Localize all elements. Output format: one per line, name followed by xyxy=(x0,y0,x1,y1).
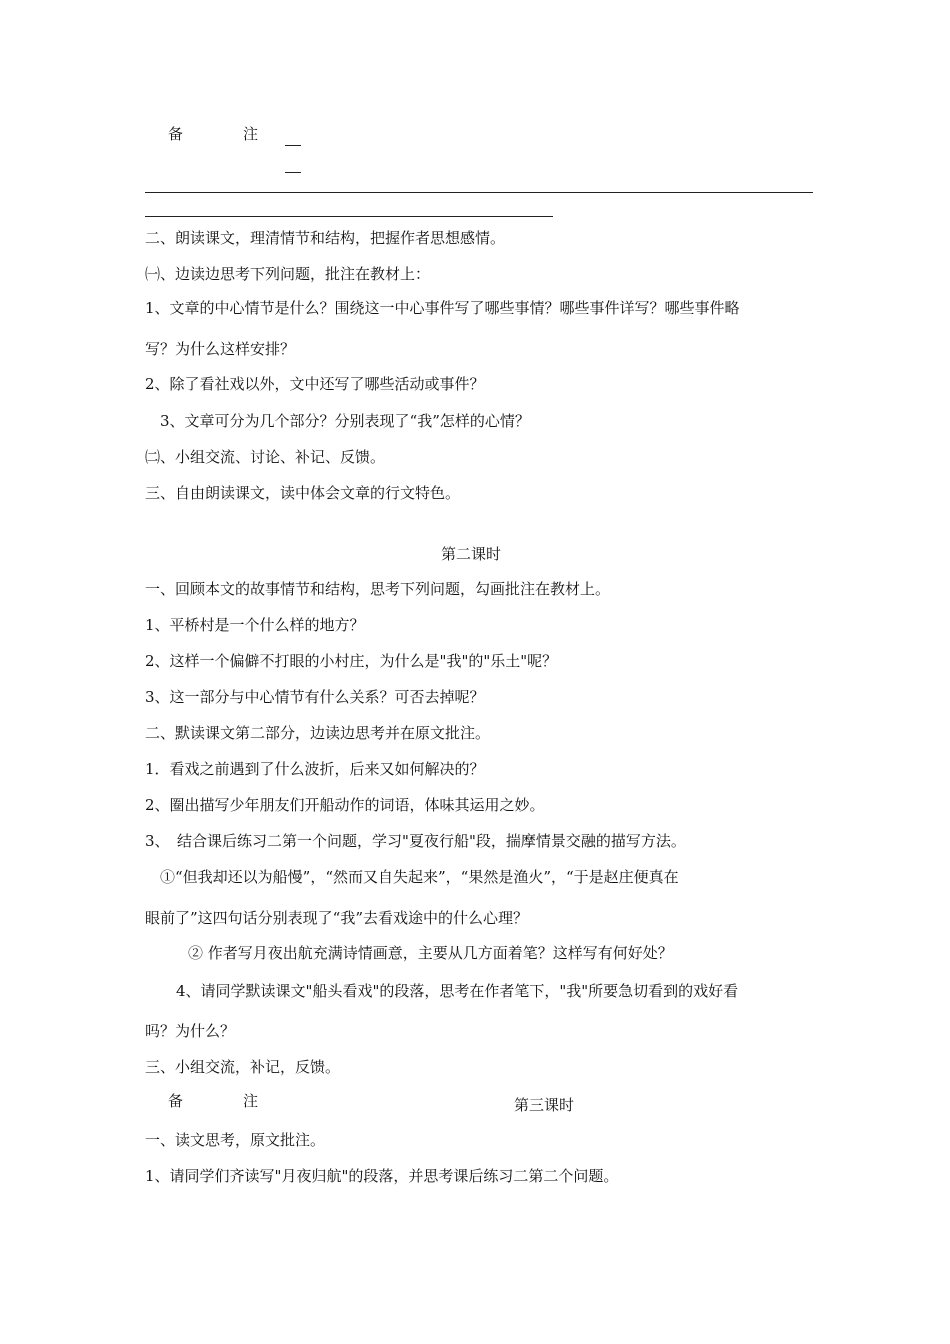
subsection-heading: ㈠、边读边思考下列问题，批注在教材上： xyxy=(145,265,431,283)
question-text: ② 作者写月夜出航充满诗情画意，主要从几方面着笔？这样写有何好处？ xyxy=(188,944,673,962)
question-text: 2、这样一个偏僻不打眼的小村庄，为什么是"我"的"乐土"呢？ xyxy=(145,652,558,670)
section-heading: 三、自由朗读课文，读中体会文章的行文特色。 xyxy=(145,484,461,502)
remark-rule-short xyxy=(145,216,553,217)
remark-label-char1: 备 xyxy=(168,125,184,143)
section-heading: 二、默读课文第二部分，边读边思考并在原文批注。 xyxy=(145,724,491,742)
question-text: 4、请同学默读课文"船头看戏"的段落，思考在作者笔下，"我"所要急切看到的戏好看 xyxy=(176,982,739,1000)
question-text: 眼前了”这四句话分别表现了“我”去看戏途中的什么心理？ xyxy=(145,909,529,927)
remark-rule-long xyxy=(145,192,813,193)
question-text: 3、文章可分为几个部分？分别表现了“我”怎样的心情？ xyxy=(160,412,530,430)
question-text: 2、圈出描写少年朋友们开船动作的词语，体味其运用之妙。 xyxy=(145,796,545,814)
section-heading: 三、小组交流，补记，反馈。 xyxy=(145,1058,341,1076)
section-heading: 二、朗读课文，理清情节和结构，把握作者思想感情。 xyxy=(145,229,506,247)
remark-label-char1: 备 xyxy=(168,1092,184,1110)
remark-label-char2: 注 xyxy=(243,125,259,143)
lesson-title: 第三课时 xyxy=(514,1096,575,1114)
question-text: 3、这一部分与中心情节有什么关系？可否去掉呢？ xyxy=(145,688,485,706)
question-text: ①“但我却还以为船慢”，“然而又自失起来”，“果然是渔火”，“于是赵庄便真在 xyxy=(160,868,679,886)
question-text: 1、请同学们齐读写"月夜归航"的段落，并思考课后练习二第二个问题。 xyxy=(145,1167,619,1185)
section-heading: 一、回顾本文的故事情节和结构，思考下列问题，勾画批注在教材上。 xyxy=(145,580,611,598)
question-text: 2、除了看社戏以外，文中还写了哪些活动或事件？ xyxy=(145,375,485,393)
remark-blank-line xyxy=(285,145,301,146)
question-text: 写？为什么这样安排？ xyxy=(145,340,296,358)
question-text: 1．看戏之前遇到了什么波折，后来又如何解决的？ xyxy=(145,760,485,778)
question-text: 3、 结合课后练习二第一个问题，学习"夏夜行船"段，揣摩情景交融的描写方法。 xyxy=(145,832,686,850)
question-text: 吗？为什么？ xyxy=(145,1022,236,1040)
subsection-heading: ㈡、小组交流、讨论、补记、反馈。 xyxy=(145,448,386,466)
remark-blank-line xyxy=(285,172,301,173)
remark-label-char2: 注 xyxy=(243,1092,259,1110)
question-text: 1、平桥村是一个什么样的地方？ xyxy=(145,616,365,634)
question-text: 1、文章的中心情节是什么？围绕这一中心事件写了哪些事情？哪些事件详写？哪些事件略 xyxy=(145,299,740,317)
section-heading: 一、读文思考，原文批注。 xyxy=(145,1131,326,1149)
lesson-title: 第二课时 xyxy=(441,545,502,563)
